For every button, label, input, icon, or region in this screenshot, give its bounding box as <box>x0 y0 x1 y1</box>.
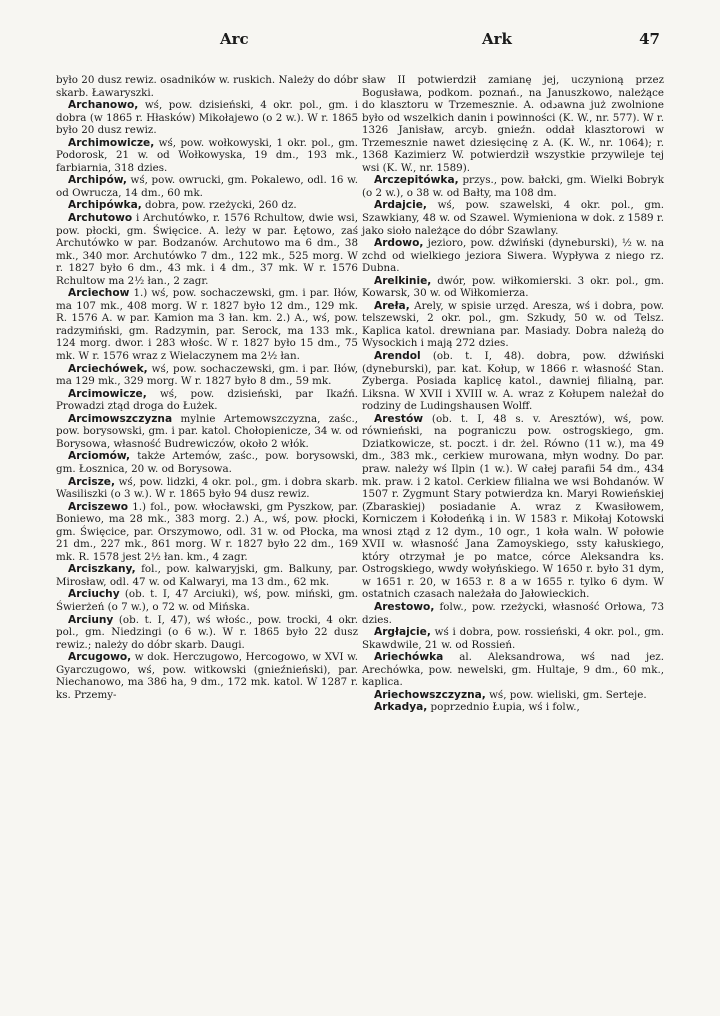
entry <box>56 501 358 564</box>
entry <box>56 450 358 475</box>
entry-headword: Arcugowo, <box>68 651 132 664</box>
entry <box>362 275 664 300</box>
entry <box>56 588 358 613</box>
entry-headword: Ardowo, <box>374 237 424 250</box>
entry <box>56 388 358 413</box>
entry-headword: Ariechowszczyzna, <box>374 688 486 701</box>
entry <box>56 363 358 388</box>
entry-headword: Archipówka, <box>68 199 142 212</box>
entry-text: było 20 dusz rewiz. osadników w. ruskich. Należy do dóbr skarb. Ławaryszki. <box>56 74 358 99</box>
entry-text: al. Aleksandrowa, wś nad jez. Arechówka, pow. newelski, gm. Hultaje, 9 dm., 60 mk., kaplica. <box>362 651 664 689</box>
entry <box>56 212 358 287</box>
entry <box>362 701 664 714</box>
entry-text: wś, pow. wieliski, gm. Serteje. <box>485 688 647 701</box>
entry-text: 1.) wś, pow. sochaczewski, gm. i par. Iłów, ma 107 mk., 408 morg. W r. 1827 było 12 dm., 129 mk. R. 1576 A. w par. Kamion ma 3 łan. km. 2.) A., wś, pow. radzymiński, gm. Radzymin, par. Serock, ma 133 mk., 124 morg. dwor. i 283 włośc. W r. 1827 było 15 dm., 75 mk. W r. 1576 wraz z Wielaczynem ma 2½ łan. <box>56 287 358 363</box>
entry-headword: Archanowo, <box>68 99 139 112</box>
entry <box>56 99 358 137</box>
entry-headword: Arcimowicze, <box>68 387 147 400</box>
entry-text: (ob. t. I, 47 Arciuki), wś, pow. miński, gm. Świerżeń (o 7 w.), o 72 w. od Mińska. <box>56 588 358 613</box>
entry <box>56 413 358 451</box>
entry-text: fol., pow. kalwaryjski, gm. Balkuny, par. Mirosław, odl. 47 w. od Kalwaryi, ma 13 dm., 62 mk. <box>56 563 358 588</box>
entry-text: wś, pow. wołkowyski, 1 okr. pol., gm. Podorosk, 21 w. od Wołkowyska, 19 dm., 193 mk., farbiarnia, 318 dzies. <box>56 136 358 174</box>
entry-text: mylnie Artemowszczyzna, zaśc., pow. borysowski, gm. i par. katol. Chołopienicze, 34 w. od Borysowa, własność Budrewiczów, około 2 włók. <box>56 412 358 450</box>
entry-text: wś, pow. szawelski, 4 okr. pol., gm. Szawkiany, 48 w. od Szawel. Wymieniona w dok. z 1589 r. jako sioło należące do dóbr Szawlany. <box>362 199 664 237</box>
entry-headword: Archimowicze, <box>68 136 155 149</box>
entry-headword: Arelkinie, <box>374 274 432 287</box>
entry-headword: Arcisze, <box>68 475 116 488</box>
entry <box>362 626 664 651</box>
entry-headword: Archutowo <box>68 212 133 225</box>
entry-text: wś, pow. dzisieński, 4 okr. pol., gm. i dobra (w 1865 r. Hłasków) Mikołajewo (o 2 w.). W r. 1865 było 20 dusz rewiz. <box>56 99 358 137</box>
entry-text: (ob. t. I, 48). dobra, pow. dźwiński (dyneburski), par. kat. Kołup, w 1866 r. własność Stan. Zyberga. Posiada kaplicę katol., dawniej filialną, par. Liksna. W XVII i XVIII w. A. wraz z Kołupem należał do rodziny de Ludingshausen Wolff. <box>362 350 664 413</box>
entry <box>56 563 358 588</box>
entry-headword: Arestów <box>374 412 424 425</box>
entry-text: także Artemów, zaśc., pow. borysowski, gm. Łosznica, 20 w. od Borysowa. <box>56 450 358 475</box>
entry-headword: Arestowo, <box>374 600 435 613</box>
page-number: 47 <box>639 30 660 48</box>
entry-text: sław II potwierdził zamianę jej, uczynioną przez Bogusława, podkom. poznań., na Januszkowo, należące do klasztoru w Trzemesznie. A. odدawna już zwolnione było od wszelkich danin i powinności (K. W., nr. 577). W r. 1326 Janisław, arcyb. gnieźn. oddał klasztorowi w Trzemesznie nawet dziesięcinę z A. (K. W., nr. 1064); r. 1368 Kazimierz W. potwierdził wszystkie przywileje tej wsi (K. W., nr. 1589). <box>362 74 664 174</box>
entry <box>362 237 664 275</box>
entry <box>362 350 664 413</box>
entry <box>56 174 358 199</box>
entry <box>56 137 358 175</box>
entry <box>56 476 358 501</box>
entry-headword: Areła, <box>374 299 410 312</box>
entry-headword: Arciuchy <box>68 588 120 601</box>
entry <box>56 74 358 99</box>
entry-headword: Arciszewo <box>68 500 129 513</box>
entry-text: (ob. t. I, 48 s. v. Aresztów), wś, pow. równieński, na pograniczu pow. ostrogskiego, gm. Dziatkowicze, st. poczt. i dr. żel. Równo (11 w.), ma 49 dm., 383 mk., cerkiew murowana, młyn wodny. Do par. praw. należy wś Ilpin (1 w.). W całej parafii 54 dm., 434 mk. praw. i 2 katol. Cerkiew filialna we wsi Bohdanów. W 1507 r. Zygmunt Stary potwierdza kn. Maryi Rowieńskiej (Zbaraskiej) posiadanie A. wraz z Kwasiłowem, Korniczem i Kołodeńką i in. W 1583 r. Mikołaj Kotowski wnosi ztąd z 12 dym., 10 ogr., 1 koła waln. W połowie XVII w. własność Jana Zamoyskiego, ssty kałuskiego, który otrzymał je po matce, córce Aleksandra ks. Ostrogskiego, wwdy wołyńskiego. W 1650 r. było 31 dym, w 1651 r. 20, w 1653 r. 8 a w 1655 r. tylko 6 dym. W ostatnich czasach należała do Jałowieckich. <box>362 412 664 601</box>
right-column <box>362 74 664 714</box>
entry-text: wś, pow. dzisieński, par Ikaźń. Prowadzi ztąd droga do Łużek. <box>56 387 358 413</box>
entry-headword: Arciuny <box>68 613 114 626</box>
page-header <box>60 30 660 54</box>
entry-text: folw., pow. rzeżycki, własność Orłowa, 73 dzies. <box>362 600 664 626</box>
entry-text: wś i dobra, pow. rossieński, 4 okr. pol., gm. Skawdwile, 21 w. od Rossień. <box>362 626 664 651</box>
entry-headword: Arciechówek, <box>68 362 148 375</box>
entry-text: poprzednio Łupia, wś i folw., <box>427 701 580 714</box>
entry <box>56 614 358 652</box>
entry <box>362 689 664 702</box>
entry <box>362 651 664 689</box>
header-left-guide-word: Arc <box>220 30 249 48</box>
entry-text: (ob. t. I, 47), wś włośc., pow. trocki, 4 okr. pol., gm. Niedzingi (o 6 w.). W r. 1865 było 22 dusz rewiz.; należy do dóbr skarb. Daugi. <box>56 613 358 651</box>
entry-text: 1.) fol., pow. włocławski, gm Pyszkow, par. Boniewo, ma 28 mk., 383 morg. 2.) A., wś, pow. płocki, gm. Święcice, par. Orszymowo, odl. 31 w. od Płocka, ma 21 dm., 227 mk., 861 morg. W r. 1827 było 22 dm., 169 mk. R. 1578 jest 2½ łan. km., 4 zagr. <box>56 500 358 563</box>
entry <box>56 287 358 362</box>
entry <box>362 199 664 237</box>
entry-text: Arely, w spisie urzęd. Aresza, wś i dobra, pow. telszewski, 2 okr. pol., gm. Szkudy, 50 w. od Telsz. Kaplica katol. drewniana par. Masiady. Dobra należą do Wysockich i mają 272 dzies. <box>362 299 664 350</box>
entry-headword: Ariechówka <box>374 651 444 664</box>
entry-text: i Archutówko, r. 1576 Rchultow, dwie wsi, pow. płocki, gm. Święcice. A. leży w par. Łętowo, zaś Archutówko w par. Bodzanów. Archutowo ma 6 dm., 38 mk., 340 mor. Archutówko 7 dm., 122 mk., 525 morg. W r. 1827 było 6 dm., 43 mk. i 4 dm., 37 mk. W r. 1576 Rchultow ma 2½ łan., 2 zagr. <box>56 212 358 287</box>
entry-headword: Arendol <box>374 350 421 363</box>
entry-text: w dok. Herczugowo, Hercogowo, w XVI w. Gyarczugowo, wś, pow. witkowski (gnieźnieński), par. Niechanowo, ma 386 ha, 9 dm., 172 mk. katol. W 1287 r. ks. Przemy- <box>56 651 358 701</box>
entry <box>56 199 358 212</box>
entry-headword: Argłajcie, <box>374 626 431 639</box>
entry-text: jezioro, pow. dźwiński (dyneburski), ½ w. na zchd od wielkiego jeziora Siwera. Wypływa z niego rz. Dubna. <box>362 237 664 275</box>
entry-text: dwór, pow. wiłkomierski. 3 okr. pol., gm. Kowarsk, 30 w. od Wiłkomierza. <box>362 274 664 300</box>
entry-text: dobra, pow. rzeżycki, 260 dz. <box>141 199 297 212</box>
entry <box>362 74 664 174</box>
entry <box>362 300 664 350</box>
entry-headword: Arciomów, <box>68 450 131 463</box>
left-column <box>56 74 358 701</box>
entry-text: wś, pow. lidzki, 4 okr. pol., gm. i dobra skarb. Wasiliszki (o 3 w.). W r. 1865 było 94 dusz rewiz. <box>56 475 358 501</box>
entry <box>362 413 664 601</box>
entry-headword: Arkadya, <box>374 701 428 714</box>
entry <box>56 651 358 701</box>
entry-headword: Arciechow <box>68 287 130 300</box>
entry-text: przys., pow. bałcki, gm. Wielki Bobryk (o 2 w.), o 38 w. od Bałty, ma 108 dm. <box>362 174 664 199</box>
header-right-guide-word: Ark <box>482 30 512 48</box>
entry-headword: Ardajcie, <box>374 199 427 212</box>
entry-text: wś, pow. owrucki, gm. Pokalewo, odl. 16 w. od Owrucza, 14 dm., 60 mk. <box>56 174 358 199</box>
entry <box>362 174 664 199</box>
entry-headword: Archipów, <box>68 174 127 187</box>
entry-text: wś, pow. sochaczewski, gm. i par. Iłów, ma 129 mk., 329 morg. W r. 1827 było 8 dm., 59 mk. <box>56 362 358 388</box>
entry-headword: Arciszkany, <box>68 563 136 576</box>
entry-headword: Arcimowszczyzna <box>68 412 173 425</box>
entry <box>362 601 664 626</box>
entry-headword: Arczepitówka, <box>374 174 459 187</box>
